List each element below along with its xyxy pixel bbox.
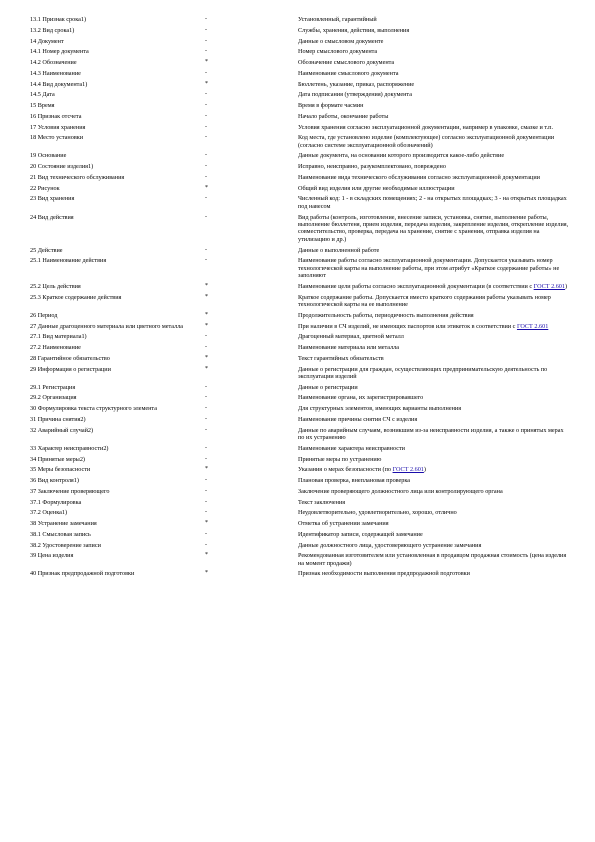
attribute-description: Данные о регистрации	[298, 383, 358, 391]
table-row	[30, 16, 570, 23]
attribute-name: 20 Состояние изделия1)	[30, 163, 94, 171]
attribute-name: 38 Устранение замечания	[30, 520, 97, 528]
attribute-mark: -	[205, 102, 207, 108]
attribute-name: 37.2 Оценка1)	[30, 509, 68, 517]
attribute-mark: -	[205, 213, 207, 220]
attribute-name: 14.4 Вид документа1)	[30, 80, 88, 88]
attribute-description: Плановая проверка, внеплановая проверка	[298, 477, 411, 485]
table-row	[30, 344, 570, 351]
attribute-description: Службы, хранения, действия, выполнения	[298, 26, 410, 34]
attribute-mark: -	[205, 530, 207, 537]
attribute-description: Признак необходимости выполнения предпродажной подготовки	[298, 570, 470, 578]
attribute-description: Принятые меры по устранению	[298, 455, 382, 463]
table-row	[30, 427, 570, 442]
table-row	[30, 405, 570, 412]
attribute-description: Бюллетень, указание, приказ, распоряжение	[298, 80, 415, 88]
attribute-mark: -	[205, 383, 207, 390]
attribute-name: 14.3 Наименование	[30, 69, 81, 77]
attribute-mark: *	[205, 80, 208, 87]
table-row	[30, 134, 570, 149]
attribute-mark: *	[205, 365, 208, 372]
attribute-description	[298, 466, 570, 473]
attribute-description: Численный код: 1 - в складских помещениях; 2 - на открытых площадках; 3 - на открытых площадках под навесом	[298, 195, 567, 210]
attribute-description: Данные о выполненной работе	[298, 246, 380, 254]
attribute-mark: -	[205, 69, 207, 76]
attribute-mark: *	[205, 184, 208, 191]
attribute-mark: -	[205, 498, 207, 505]
attribute-description	[298, 323, 570, 330]
attribute-description: Заключение проверяющего должностного лица или контролирующего органа	[298, 487, 503, 495]
attribute-name: 33 Характер неисправности2)	[30, 444, 109, 452]
table-row	[30, 102, 570, 109]
attribute-description: Текст гарантийных обязательств	[298, 354, 384, 362]
attribute-name: 34 Принятые меры2)	[30, 455, 85, 463]
table-row	[30, 91, 570, 98]
attribute-mark: -	[205, 426, 207, 433]
attribute-description: Данные должностного лица, удостоверяющего устранение замечания	[298, 541, 482, 549]
table-row	[30, 70, 570, 77]
attribute-mark: -	[205, 37, 207, 44]
description-text: )	[423, 466, 426, 474]
attribute-name: 16 Признак отсчета	[30, 112, 82, 120]
attribute-description: Начало работы, окончание работы	[298, 112, 389, 120]
attribute-name: 29.2 Организация	[30, 394, 77, 402]
attribute-description: Наименование работы согласно эксплуатационной документации. Допускается указывать номер технологической карты на выполнение работы, при этом атрибут «Краткое содержание работы» не заполняют	[298, 257, 560, 280]
attribute-mark: -	[205, 48, 207, 55]
attribute-name: 21 Вид технического обслуживания	[30, 173, 125, 181]
attribute-name: 40 Признак предпродажной подготовки	[30, 570, 135, 578]
attribute-name: 23 Вид хранения	[30, 195, 75, 203]
standard-link[interactable]: ГОСТ 2.601	[392, 466, 424, 474]
attribute-mark: *	[205, 311, 208, 318]
attribute-mark: *	[205, 282, 208, 289]
attribute-name: 14.1 Номер документа	[30, 48, 89, 56]
attribute-mark: -	[205, 477, 207, 484]
description-text: При наличии в СЧ изделий, не имеющих паспортов или этикеток в соответствии с	[298, 322, 517, 330]
table-row	[30, 174, 570, 181]
attribute-name: 14.2 Обозначение	[30, 59, 77, 66]
table-row	[30, 520, 570, 527]
attribute-description: Наименование органа, их зарегистрировавшего	[298, 394, 424, 402]
table-row	[30, 185, 570, 192]
attribute-description: Номер смыслового документа	[298, 48, 378, 56]
attribute-mark: -	[205, 405, 207, 412]
attribute-description: Исправно, неисправно, разукомплектовано, повреждено	[298, 163, 446, 171]
table-row	[30, 152, 570, 159]
table-row	[30, 355, 570, 362]
table-row	[30, 257, 570, 279]
attribute-mark: *	[205, 466, 208, 473]
attribute-mark: -	[205, 26, 207, 33]
table-row	[30, 509, 570, 516]
attribute-name: 18 Место установки	[30, 134, 84, 142]
attribute-description: Установленный, гарантийный	[298, 16, 377, 23]
attribute-name: 27 Данные драгоценного материала или цветного металла	[30, 322, 184, 330]
table-row	[30, 59, 570, 66]
attribute-name: 13.2 Вид срока1)	[30, 26, 75, 34]
attribute-description: Наименование материала или металла	[298, 344, 400, 351]
attribute-name: 31 Причина снятия2)	[30, 415, 86, 423]
attribute-name: 32 Аварийный случай2)	[30, 426, 94, 434]
table-row	[30, 214, 570, 244]
table-row	[30, 531, 570, 538]
table-row	[30, 542, 570, 549]
attribute-name: 39 Цена изделия	[30, 552, 74, 560]
attribute-name: 13.1 Признак срока1)	[30, 16, 87, 23]
attribute-name: 25.2 Цель действия	[30, 282, 81, 290]
attribute-mark: *	[205, 552, 208, 559]
attribute-name: 14.5 Дата	[30, 91, 55, 99]
attribute-name: 15 Время	[30, 102, 55, 109]
standard-link[interactable]: ГОСТ 2.601	[533, 282, 565, 290]
attribute-description: Вид работы (контроль, изготовление, внесение записи, установка, снятие, выполнение работы, выполнение бюллетеня, прием изделия, передача изделия, закрепление изделия, открепление изделия, совместительство, проверка, передача на хранение, снятие с хранения, отправка изделия на утилизацию и др.)	[298, 213, 569, 243]
attribute-name: 19 Основание	[30, 152, 67, 160]
table-row	[30, 570, 570, 577]
table-row	[30, 466, 570, 473]
attribute-description: Дата подписания (утверждения) документа	[298, 91, 412, 99]
attribute-name: 38.1 Смысловая запись	[30, 530, 91, 538]
attribute-description: Время в формате часмин	[298, 102, 364, 109]
attribute-mark: *	[205, 520, 208, 527]
table-row	[30, 81, 570, 88]
table-row	[30, 394, 570, 401]
attribute-description: Наименование вида технического обслуживания согласно эксплуатационной документации	[298, 173, 540, 181]
table-row	[30, 366, 570, 381]
table-row	[30, 48, 570, 55]
attribute-mark: -	[205, 195, 207, 202]
attribute-mark: -	[205, 123, 207, 130]
attribute-mark: *	[205, 570, 208, 577]
table-row	[30, 552, 570, 567]
attribute-description: Наименование характера неисправности	[298, 444, 405, 452]
attribute-name: 17 Условия хранения	[30, 123, 86, 131]
attribute-name: 14 Документ	[30, 37, 64, 45]
attribute-name: 35 Меры безопасности	[30, 466, 91, 474]
attribute-mark: -	[205, 134, 207, 141]
attribute-description: Идентификатор записи, содержащей замечание	[298, 530, 423, 538]
table-row	[30, 445, 570, 452]
attribute-description: Данные о смысловом документе	[298, 37, 384, 45]
attribute-description: Неудовлетворительно, удовлетворительно, хорошо, отлично	[298, 509, 457, 517]
table-row	[30, 323, 570, 330]
attribute-mark: -	[205, 112, 207, 119]
attribute-mark: -	[205, 415, 207, 422]
attribute-description: Обозначение смыслового документа	[298, 59, 395, 66]
table-row	[30, 124, 570, 131]
attribute-mark: -	[205, 91, 207, 98]
attribute-description: Краткое содержание работы. Допускается вместо краткого содержания работы указывать номер технологической карты на ее выполнение	[298, 293, 551, 308]
table-row	[30, 113, 570, 120]
table-row	[30, 456, 570, 463]
attribute-name: 38.2 Удостоверение записи	[30, 541, 101, 549]
attribute-name: 27.1 Вид материала1)	[30, 333, 87, 341]
attribute-description: Данные по аварийным случаям, возникшим из-за неисправности изделия, а также о принятых мерах по их устранению	[298, 426, 564, 442]
attribute-description: Для структурных элементов, имеющих варианты выполнения	[298, 405, 462, 413]
table-row	[30, 488, 570, 495]
attribute-mark: -	[205, 509, 207, 516]
attribute-mark: -	[205, 173, 207, 180]
attribute-name: 22 Рисунок	[30, 184, 60, 192]
table-row	[30, 283, 570, 290]
attribute-mark: -	[205, 16, 207, 22]
attribute-mark: -	[205, 394, 207, 401]
attribute-name: 25.3 Краткое содержание действия	[30, 293, 122, 301]
attribute-description: Общий вид изделия или другие необходимые иллюстрации	[298, 184, 455, 192]
attribute-mark: -	[205, 444, 207, 451]
attribute-mark: *	[205, 322, 208, 329]
table-row	[30, 499, 570, 506]
attribute-description: Текст заключения	[298, 498, 346, 506]
attribute-description: Драгоценный материал, цветной металл	[298, 333, 404, 341]
attribute-name: 36 Вид контроля1)	[30, 477, 79, 485]
attribute-mark: -	[205, 152, 207, 159]
attribute-description: Рекомендованная изготовителем или установленная в продавцом продажная стоимость (цена изделия на момент продажи)	[298, 552, 567, 567]
attribute-name: 29.1 Регистрация	[30, 383, 76, 391]
attribute-name: 37.1 Формулировка	[30, 498, 82, 506]
attribute-name: 28 Гарантийное обязательство	[30, 354, 110, 362]
attribute-name: 25.1 Наименование действия	[30, 257, 107, 265]
attribute-mark: *	[205, 293, 208, 300]
table-row	[30, 294, 570, 309]
table-row	[30, 384, 570, 391]
attribute-description: Наименование причины снятия СЧ с изделия	[298, 415, 418, 423]
description-text: Указания о мерах безопасности (по	[298, 466, 393, 474]
attribute-description: Наименование смыслового документа	[298, 69, 399, 77]
attribute-name: 25 Действие	[30, 246, 63, 254]
attribute-description: Продолжительность работы, периодичность выполнения действия	[298, 311, 474, 319]
attribute-description: Условия хранения согласно эксплуатационной документации, например в упаковке, смазке и т.п.	[298, 123, 554, 131]
attribute-name: 27.2 Наименование	[30, 344, 81, 351]
table-row	[30, 312, 570, 319]
table-row	[30, 38, 570, 45]
attribute-name: 30 Формулировка текста структурного элемента	[30, 405, 157, 413]
attribute-mark: -	[205, 344, 207, 350]
attribute-mark: -	[205, 455, 207, 462]
attribute-mark: *	[205, 354, 208, 361]
table-row	[30, 477, 570, 484]
attribute-name: 24 Вид действия	[30, 213, 74, 221]
standard-link[interactable]: ГОСТ 2.601	[516, 322, 549, 330]
description-text: )	[565, 282, 568, 290]
table-row	[30, 163, 570, 170]
attribute-description: Данные документа, на основании которого производится какое-либо действие	[298, 152, 505, 160]
attribute-mark: -	[205, 163, 207, 170]
attribute-description	[298, 283, 570, 290]
table-row	[30, 247, 570, 254]
attribute-mark: -	[205, 246, 207, 253]
attribute-description: Отметка об устранении замечания	[298, 520, 389, 528]
attribute-mark: -	[205, 487, 207, 494]
table-row	[30, 27, 570, 34]
attribute-name: 29 Информация о регистрации	[30, 365, 111, 373]
table-row	[30, 416, 570, 423]
attribute-mark: -	[205, 333, 207, 340]
attribute-table	[30, 16, 570, 581]
attribute-description: Данные о регистрации для граждан, осуществляющих предпринимательскую деятельность по эксплуатации изделий	[298, 365, 548, 380]
attribute-mark: *	[205, 59, 208, 65]
attribute-description: Код места, где установлено изделие (комплектующее) согласно эксплуатационной документации (согласно системе эксплуатационной обозначений)	[298, 134, 555, 149]
attribute-name: 37 Заключение проверяющего	[30, 487, 110, 495]
attribute-mark: -	[205, 541, 207, 548]
table-row	[30, 333, 570, 340]
attribute-name: 26 Период	[30, 311, 58, 319]
description-text: Наименование цели работы согласно эксплуатационной документации (в соответствии с	[298, 282, 534, 290]
attribute-mark: -	[205, 257, 207, 264]
table-row	[30, 195, 570, 210]
